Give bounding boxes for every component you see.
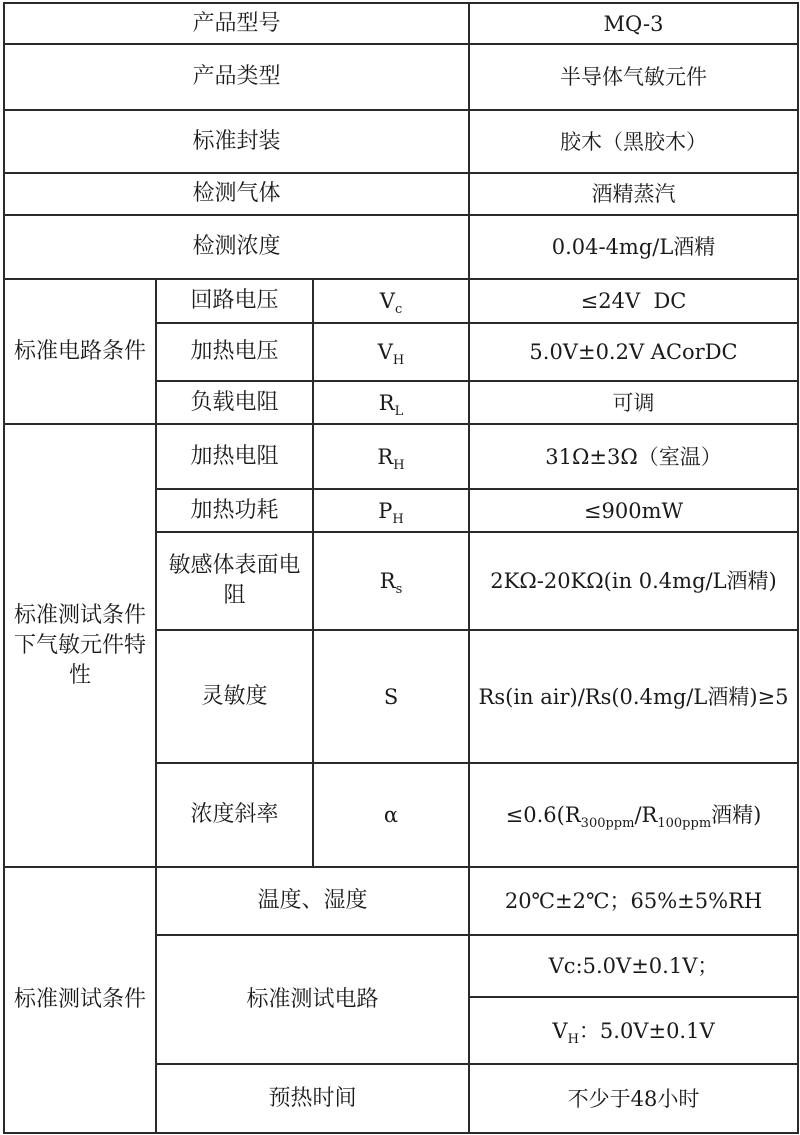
- slope-value: $\le 0.6(R_{300ppm}/R_{100ppm}$酒精): [469, 763, 798, 867]
- loop-voltage-symbol: $V_c$: [313, 279, 469, 323]
- package-label: 标准封装: [4, 110, 469, 173]
- heater-power-value: ≤900mW: [469, 489, 798, 532]
- test-circuit-vc-value: Vc:5.0V±0.1V；: [469, 935, 798, 997]
- sensitivity-value: Rs(in air)/Rs(0.4mg/L酒精)≥5: [469, 630, 798, 763]
- gas-label: 检测气体: [4, 173, 469, 215]
- model-label: 产品型号: [4, 3, 469, 44]
- heater-voltage-label: 加热电压: [156, 323, 313, 381]
- heater-power-symbol: $P_H$: [313, 489, 469, 532]
- heater-resistance-symbol: $R_H$: [313, 424, 469, 489]
- characteristics-group-label: 标准测试条件下气敏元件特性: [4, 424, 156, 867]
- table-row: [4, 279, 798, 323]
- load-resistance-label: 负载电阻: [156, 381, 313, 424]
- test-conditions-group-label: 标准测试条件: [4, 867, 156, 1133]
- sensitivity-label: 灵敏度: [156, 630, 313, 763]
- table-row: [4, 424, 798, 489]
- type-value: 半导体气敏元件: [469, 44, 798, 110]
- table-row: [4, 867, 798, 935]
- sensing-resistance-symbol: $R_s$: [313, 532, 469, 630]
- test-circuit-label: 标准测试电路: [156, 935, 469, 1064]
- package-value: 胶木（黑胶木）: [469, 110, 798, 173]
- circuit-group-label: 标准电路条件: [4, 279, 156, 424]
- spec-table: [3, 2, 799, 1134]
- heater-voltage-value: 5.0V±0.2V ACorDC: [469, 323, 798, 381]
- heater-voltage-symbol: $V_H$: [313, 323, 469, 381]
- concentration-label: 检测浓度: [4, 215, 469, 279]
- sensing-resistance-label: 敏感体表面电阻: [156, 532, 313, 630]
- temp-humidity-label: 温度、湿度: [156, 867, 469, 935]
- slope-symbol: α: [313, 763, 469, 867]
- loop-voltage-label: 回路电压: [156, 279, 313, 323]
- table-row: [4, 44, 798, 110]
- preheat-value: 不少于48小时: [469, 1064, 798, 1133]
- heater-power-label: 加热功耗: [156, 489, 313, 532]
- sensitivity-symbol: S: [313, 630, 469, 763]
- heater-resistance-label: 加热电阻: [156, 424, 313, 489]
- loop-voltage-value: ≤24V DC: [469, 279, 798, 323]
- load-resistance-symbol: $R_L$: [313, 381, 469, 424]
- concentration-value: 0.04-4mg/L酒精: [469, 215, 798, 279]
- table-row: [4, 3, 798, 44]
- table-row: [4, 173, 798, 215]
- load-resistance-value: 可调: [469, 381, 798, 424]
- table-row: [4, 215, 798, 279]
- type-label: 产品类型: [4, 44, 469, 110]
- table-row: [4, 110, 798, 173]
- test-circuit-vh-value: $V_H$：5.0V±0.1V: [469, 997, 798, 1064]
- temp-humidity-value: 20℃±2℃；65%±5%RH: [469, 867, 798, 935]
- sensing-resistance-value: 2KΩ-20KΩ(in 0.4mg/L酒精): [469, 532, 798, 630]
- slope-label: 浓度斜率: [156, 763, 313, 867]
- gas-value: 酒精蒸汽: [469, 173, 798, 215]
- heater-resistance-value: 31Ω±3Ω（室温）: [469, 424, 798, 489]
- preheat-label: 预热时间: [156, 1064, 469, 1133]
- model-value: MQ-3: [469, 3, 798, 44]
